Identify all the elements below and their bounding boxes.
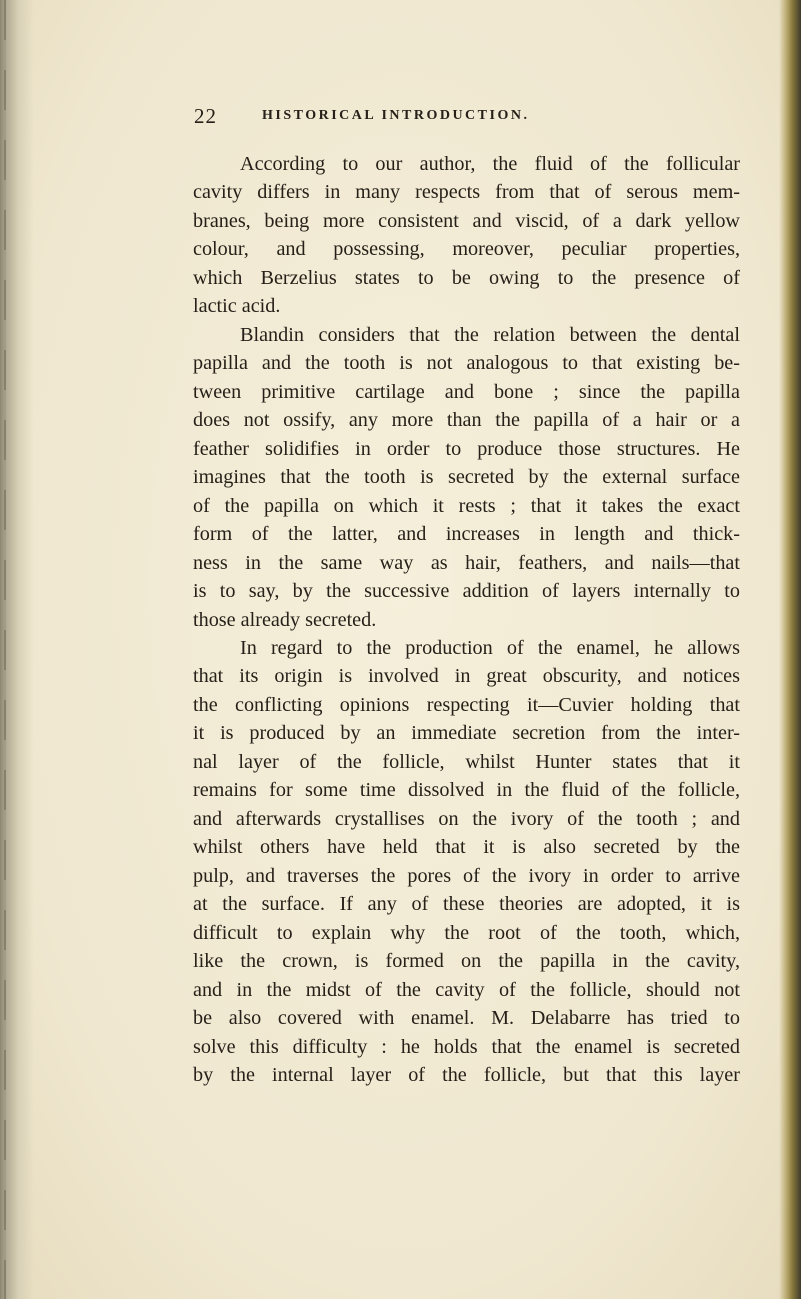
text-line: difficult to explain why the root of the tooth, which, xyxy=(193,921,740,944)
text-line: feather solidifies in order to produce those structures. He xyxy=(193,437,740,460)
book-fore-edge xyxy=(779,0,801,1299)
text-line: nal layer of the follicle, whilst Hunter states that it xyxy=(193,750,740,773)
text-line: branes, being more consistent and viscid, of a dark yellow xyxy=(193,209,740,232)
text-line: cavity differs in many respects from that of serous mem- xyxy=(193,181,740,204)
text-line: it is produced by an immediate secretion from the inter- xyxy=(193,722,740,745)
text-line: of the papilla on which it rests ; that it takes the exact xyxy=(193,494,740,517)
text-line: ness in the same way as hair, feathers, and nails—that xyxy=(193,551,740,574)
text-line: In regard to the production of the enamel, he allows xyxy=(240,636,740,659)
text-line: the conflicting opinions respecting it—Cuvier holding that xyxy=(193,693,740,716)
text-line: by the internal layer of the follicle, but that this layer xyxy=(193,1064,740,1086)
text-line: imagines that the tooth is secreted by the external surface xyxy=(193,466,740,489)
text-line: tween primitive cartilage and bone ; since the papilla xyxy=(193,380,740,403)
text-line: According to our author, the fluid of the follicular xyxy=(240,153,740,175)
book-gutter-shadow xyxy=(0,0,34,1299)
running-title: HISTORICAL INTRODUCTION. xyxy=(262,108,530,123)
text-line: does not ossify, any more than the papilla of a hair or a xyxy=(193,409,740,432)
text-line: like the crown, is formed on the papilla in the cavity, xyxy=(193,950,740,973)
text-line: and afterwards crystallises on the ivory of the tooth ; and xyxy=(193,807,740,830)
text-line: form of the latter, and increases in length and thick- xyxy=(193,523,740,546)
text-line: is to say, by the successive addition of layers internally to xyxy=(193,580,740,603)
text-line: that its origin is involved in great obscurity, and notices xyxy=(193,665,740,688)
running-header xyxy=(0,104,801,134)
text-line: which Berzelius states to be owing to the presence of xyxy=(193,266,740,289)
body-text xyxy=(193,150,740,1089)
text-line: at the surface. If any of these theories are adopted, it is xyxy=(193,893,740,916)
text-line: be also covered with enamel. M. Delabarre has tried to xyxy=(193,1007,740,1030)
text-line: colour, and possessing, moreover, peculiar properties, xyxy=(193,238,740,261)
text-line: Blandin considers that the relation between the dental xyxy=(240,323,740,346)
text-line: and in the midst of the cavity of the follicle, should not xyxy=(193,978,740,1001)
page-number: 22 xyxy=(194,104,217,128)
text-line: lactic acid. xyxy=(193,295,281,318)
text-line: solve this difficulty : he holds that the enamel is secreted xyxy=(193,1035,740,1058)
text-line: whilst others have held that it is also secreted by the xyxy=(193,836,740,859)
text-line: those already secreted. xyxy=(193,608,377,631)
text-line: pulp, and traverses the pores of the ivory in order to arrive xyxy=(193,864,740,887)
text-line: remains for some time dissolved in the fluid of the follicle, xyxy=(193,779,740,802)
text-line: papilla and the tooth is not analogous to that existing be- xyxy=(193,352,740,375)
